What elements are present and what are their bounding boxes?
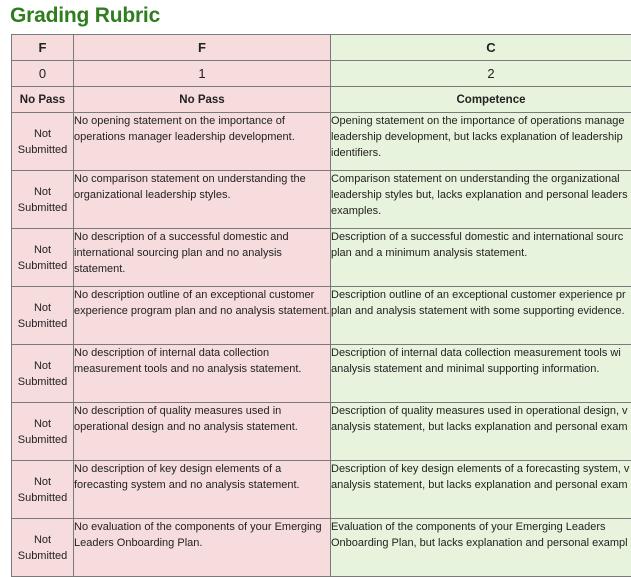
rubric-row xyxy=(12,171,631,229)
status-cell: Not Submitted xyxy=(12,287,74,345)
level-header-cell: No Pass xyxy=(74,87,331,113)
competence-description xyxy=(331,519,631,577)
competence-line: plan and analysis statement with some supporting evidence. xyxy=(331,303,631,319)
competence-line: plan and a minimum analysis statement. xyxy=(331,245,631,261)
status-cell: Not Submitted xyxy=(12,345,74,403)
status-cell: Not Submitted xyxy=(12,171,74,229)
competence-description xyxy=(331,229,631,287)
competence-line: Opening statement on the importance of operations manage xyxy=(331,113,631,129)
competence-line: analysis statement, but lacks explanation and personal exam xyxy=(331,419,631,435)
competence-description xyxy=(331,171,631,229)
points-header-cell: 2 xyxy=(331,61,631,87)
no-pass-description: No opening statement on the importance of operations manager leadership development. xyxy=(74,113,331,171)
competence-line: examples. xyxy=(331,203,631,219)
level-header-cell: Competence xyxy=(331,87,631,113)
rubric-row xyxy=(12,519,631,577)
rubric-row xyxy=(12,345,631,403)
no-pass-description: No evaluation of the components of your Emerging Leaders Onboarding Plan. xyxy=(74,519,331,577)
rubric-table-container xyxy=(11,34,631,577)
grade-header-cell: F xyxy=(12,35,74,61)
page-title: Grading Rubric xyxy=(10,4,160,28)
status-cell: Not Submitted xyxy=(12,519,74,577)
competence-description xyxy=(331,287,631,345)
no-pass-description: No description outline of an exceptional customer experience program plan and no analysis statement. xyxy=(74,287,331,345)
competence-line: leadership development, but lacks explanation of leadership xyxy=(331,129,631,145)
competence-description xyxy=(331,345,631,403)
no-pass-description: No description of a successful domestic and international sourcing plan and no analysis statement. xyxy=(74,229,331,287)
competence-line: Description of internal data collection measurement tools wi xyxy=(331,345,631,361)
status-cell: Not Submitted xyxy=(12,403,74,461)
status-cell: Not Submitted xyxy=(12,229,74,287)
competence-line: Description outline of an exceptional customer experience pr xyxy=(331,287,631,303)
competence-description xyxy=(331,403,631,461)
competence-line: analysis statement, but lacks explanation and personal exam xyxy=(331,477,631,493)
competence-line: leadership styles but, lacks explanation and personal leaders xyxy=(331,187,631,203)
level-header-cell: No Pass xyxy=(12,87,74,113)
competence-line: Description of a successful domestic and international sourc xyxy=(331,229,631,245)
competence-line: Description of key design elements of a forecasting system, v xyxy=(331,461,631,477)
competence-line: Evaluation of the components of your Emerging Leaders xyxy=(331,519,631,535)
points-header-cell: 0 xyxy=(12,61,74,87)
points-header-row xyxy=(12,61,631,87)
competence-description xyxy=(331,461,631,519)
no-pass-description: No description of quality measures used in operational design and no analysis statement. xyxy=(74,403,331,461)
competence-description xyxy=(331,113,631,171)
rubric-row xyxy=(12,461,631,519)
status-cell: Not Submitted xyxy=(12,461,74,519)
grade-header-cell: C xyxy=(331,35,631,61)
rubric-row xyxy=(12,287,631,345)
status-cell: Not Submitted xyxy=(12,113,74,171)
competence-line: Onboarding Plan, but lacks explanation and personal exampl xyxy=(331,535,631,551)
no-pass-description: No description of key design elements of a forecasting system and no analysis statement. xyxy=(74,461,331,519)
grade-header-row xyxy=(12,35,631,61)
rubric-row xyxy=(12,229,631,287)
competence-line: analysis statement and minimal supporting information. xyxy=(331,361,631,377)
no-pass-description: No comparison statement on understanding the organizational leadership styles. xyxy=(74,171,331,229)
competence-line: identifiers. xyxy=(331,145,631,161)
grade-header-cell: F xyxy=(74,35,331,61)
rubric-row xyxy=(12,403,631,461)
level-header-row xyxy=(12,87,631,113)
no-pass-description: No description of internal data collection measurement tools and no analysis statement. xyxy=(74,345,331,403)
rubric-row xyxy=(12,113,631,171)
competence-line: Comparison statement on understanding the organizational xyxy=(331,171,631,187)
grading-rubric-table xyxy=(11,34,631,577)
competence-line: Description of quality measures used in operational design, v xyxy=(331,403,631,419)
points-header-cell: 1 xyxy=(74,61,331,87)
